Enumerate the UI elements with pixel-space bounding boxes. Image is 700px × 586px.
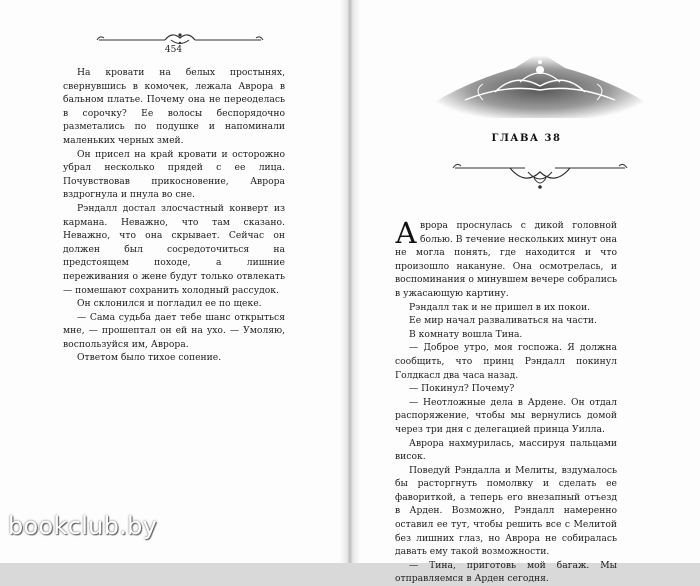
left-page (0, 0, 347, 563)
paragraph: Ее мир начал разваливаться на части. (409, 315, 597, 327)
drop-cap: А (395, 216, 417, 250)
watermark: bookclub.by (8, 512, 158, 540)
paragraph: — Доброе утро, моя госпожа. Я должна сообщить, что принц Рэндалл покинул Голдкасл два часа назад. (395, 342, 617, 381)
paragraph: Рэндалл так и не пришел в их покои. (409, 301, 591, 313)
paragraph: На кровати на белых простынях, свернувшись в комочек, лежала Аврора в бальном платье. Почему она не переоделась в сорочку? Ее волосы беспорядочно разметались по подушке и напоминали маленьких черных змей. (63, 67, 285, 146)
right-page-text (395, 216, 617, 586)
paragraph: — Покинул? Почему? (409, 383, 515, 395)
first-paragraph-text: врора проснулась с дикой головной болью. В течение нескольких минут она не могла понять, где находится и что произошло накануне. Она осмотрелась, и воспоминания о минувшем вечере собрались в ужасающую картину. (395, 220, 617, 299)
page-number: 454 (164, 45, 183, 55)
paragraph: Ответом было тихое сопение. (77, 352, 222, 364)
book-gutter (340, 0, 360, 563)
paragraph: Он присел на край кровати и осторожно убрал несколько прядей с ее лица. Почувствовав прикосновение, Аврора вздрогнула и пнула во сне. (63, 148, 285, 201)
paragraph: Он склонился и погладил ее по щеке. (77, 298, 262, 310)
chapter-bottom-ornament-icon (450, 158, 630, 192)
paragraph: Поведуй Рэндалла и Мелиты, вздумалось бы расторгнуть помолвку и сделать ее фавориткой, а теперь его внезапный отъезд в Арден. Возможно, Рэндалл намеренно оставил ее тут, чтобы решить все с Мелитой без лишних глаз, но Аврора не собиралась давать ему такой возможности. (395, 464, 617, 558)
first-paragraph (395, 216, 617, 301)
paragraph: — Неотложные дела в Ардене. Он отдал распоряжение, чтобы мы вернулись домой через три дня с делегацией принца Уилла. (395, 396, 617, 435)
paragraph: — Тина, приготовь мой багаж. Мы отправляемся в Арден сегодня. (395, 559, 617, 585)
chapter-title: ГЛАВА 38 (491, 133, 562, 144)
chapter-top-ornament-icon (425, 48, 655, 118)
paragraph: — Сама судьба дает тебе шанс открыться мне, — прошептал он ей на ухо. — Умоляю, воспользуйся им, Аврора. (63, 311, 285, 350)
paragraph: Аврора нахмурилась, массируя пальцами висок. (395, 437, 617, 463)
paragraph: В комнату вошла Тина. (409, 328, 523, 340)
paragraph: Рэндалл достал злосчастный конверт из кармана. Неважно, что там сказано. Неважно, что она скрывает. Сейчас он должен был сосредоточиться на предстоящем походе, а лишние переживания о жене будут только отвлекать — помешают сохранить холодный рассудок. (63, 202, 285, 296)
left-page-text (63, 66, 285, 365)
